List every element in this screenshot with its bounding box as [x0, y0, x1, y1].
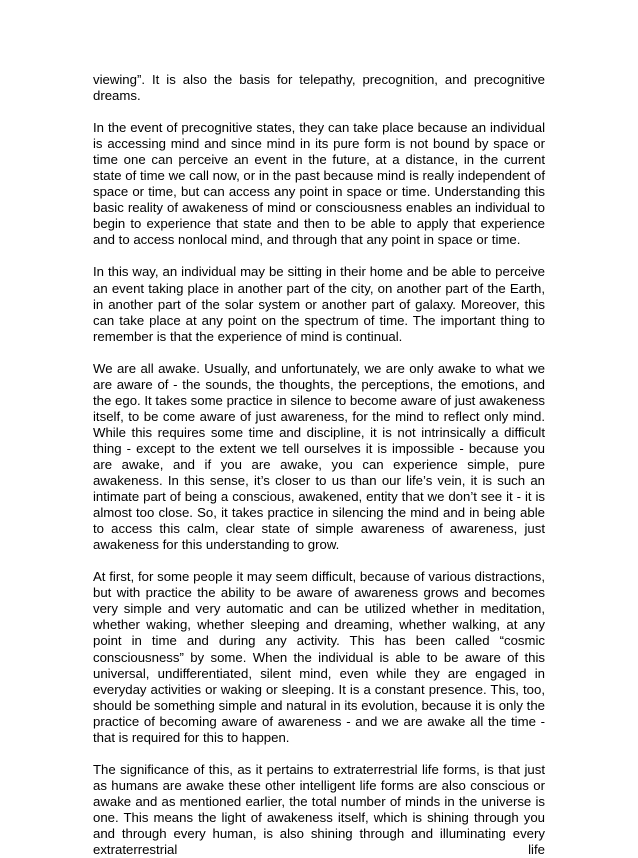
- paragraph-5: At first, for some people it may seem difficult, because of various distractions, but with practice the ability to be aware of awareness grows and becomes very simple and very automatic and can be utilized whether in meditation, whether waking, whether sleeping and dreaming, whether walking, at any point in time and during any activity. This has been called “cosmic consciousness” by some. When the individual is able to be aware of this universal, undifferentiated, silent mind, even while they are engaged in everyday activities or waking or sleeping. It is a constant presence. This, too, should be something simple and natural in its evolution, because it is only the practice of becoming aware of awareness - and we are awake all the time - that is required for this to happen.: [93, 569, 545, 745]
- paragraph-6: The significance of this, as it pertains to extraterrestrial life forms, is that just as humans are awake these other intelligent life forms are also conscious or awake and as mentioned earlier, the total number of minds in the universe is one. This means the light of awakeness itself, which is shining through you and through every human, is also shining through and illuminating every extraterrestrial life: [93, 761, 545, 858]
- body-text: [93, 72, 545, 858]
- paragraph-2: In the event of precognitive states, they can take place because an individual is accessing mind and since mind in its pure form is not bound by space or time one can perceive an event in the future, at a distance, in the current state of time we call now, or in the past because mind is really independent of space or time, but can access any point in space or time. Understanding this basic reality of awakeness of mind or consciousness enables an individual to begin to experience that state and then to be able to apply that experience and to access nonlocal mind, and through that any point in space or time.: [93, 120, 545, 248]
- paragraph-4: We are all awake. Usually, and unfortunately, we are only awake to what we are aware of - the sounds, the thoughts, the perceptions, the emotions, and the ego. It takes some practice in silence to become aware of just awakeness itself, to be come aware of just awareness, for the mind to reflect only mind. While this requires some time and discipline, it is not intrinsically a difficult thing - except to the extent we tell ourselves it is impossible - because you are awake, and if you are awake, you can experience simple, pure awakeness. In this sense, it’s closer to us than our life’s vein, it is such an intimate part of being a conscious, awakened, entity that we don’t see it - it is almost too close. So, it takes practice in silencing the mind and in being able to access this calm, clear state of simple awareness of awareness, just awakeness for this understanding to grow.: [93, 360, 545, 553]
- paragraph-1: viewing”. It is also the basis for telepathy, precognition, and precognitive dreams.: [93, 72, 545, 104]
- paragraph-3: In this way, an individual may be sitting in their home and be able to perceive an event taking place in another part of the city, on another part of the Earth, in another part of the solar system or another part of galaxy. Moreover, this can take place at any point on the spectrum of time. The important thing to remember is that the experience of mind is continual.: [93, 264, 545, 344]
